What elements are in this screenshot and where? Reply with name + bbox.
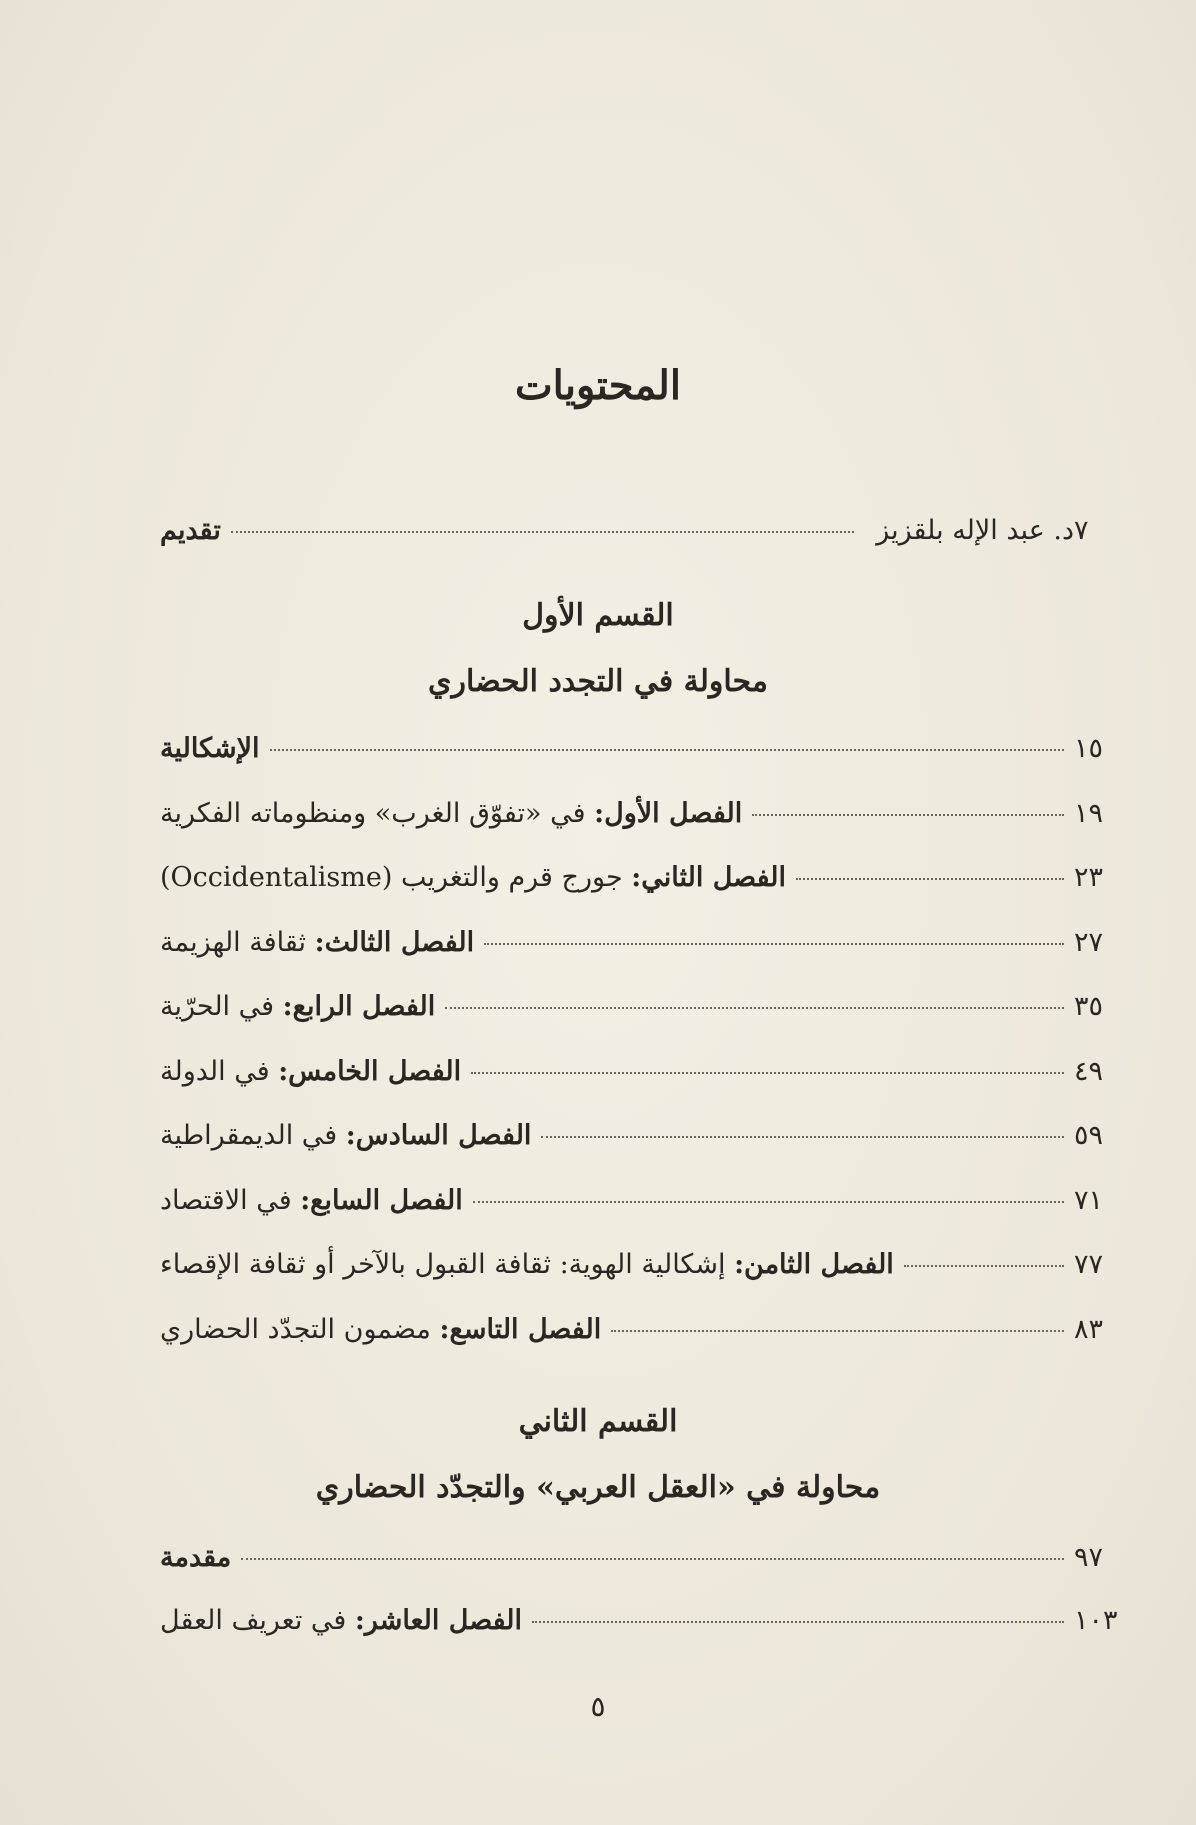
toc-entry [160, 1605, 1120, 1651]
toc-entry-title: في الاقتصاد [160, 1184, 301, 1216]
toc-entry-page: ٨٣ [1074, 1313, 1104, 1345]
toc-entry-label [160, 1542, 231, 1573]
dot-leader [445, 1007, 1064, 1009]
toc-entry [160, 1056, 1120, 1102]
toc-entry [160, 1120, 1120, 1166]
dot-leader [471, 1072, 1064, 1074]
dot-leader [484, 943, 1064, 945]
toc-entry-page: ١٥ [1074, 733, 1104, 764]
dot-leader [904, 1265, 1064, 1267]
toc-entry-label [160, 1249, 894, 1280]
toc-entry-title: في تعريف العقل [160, 1605, 355, 1636]
dot-leader [796, 878, 1064, 880]
toc-entry-label: تقديم [160, 515, 221, 546]
toc-entry [160, 798, 1120, 844]
part2-subtitle: محاولة في «العقل العربي» والتجدّد الحضاري [315, 1470, 881, 1505]
toc-entry-page: ١٩ [1074, 797, 1104, 829]
dot-leader [541, 1136, 1064, 1138]
toc-entry-title: في الديمقراطية [160, 1120, 346, 1151]
toc-entry-page: ٧ [1074, 515, 1089, 546]
dot-leader [752, 814, 1064, 816]
toc-entry [160, 733, 1120, 779]
toc-entry-label [160, 1185, 463, 1216]
dot-leader [231, 531, 854, 533]
toc-entry-page: ٧٧ [1074, 1249, 1104, 1280]
toc-entry-label [160, 733, 260, 764]
toc-entry-chapter: الفصل الثامن: [734, 1249, 894, 1280]
toc-entry-title: مضمون التجدّد الحضاري [160, 1313, 440, 1345]
toc-entry-title: في «تفوّق الغرب» ومنظوماته الفكرية [160, 797, 595, 829]
dot-leader [611, 1330, 1064, 1332]
toc-entry-chapter: الفصل السابع: [300, 1184, 463, 1216]
toc-entry-label [160, 1056, 461, 1087]
toc-entry-page: ١٠٣ [1074, 1605, 1118, 1636]
toc-entry-chapter: الفصل العاشر: [354, 1605, 523, 1636]
toc-entry-title: في الحرّية [160, 991, 283, 1022]
toc-entry-chapter: الفصل السادس: [345, 1120, 532, 1151]
toc-entry-label [160, 1314, 601, 1345]
toc-entry-intro [160, 515, 1120, 561]
dot-leader [532, 1621, 1064, 1623]
toc-entry-author: د. عبد الإله بلقزيز [876, 515, 1074, 546]
toc-entry [160, 991, 1120, 1037]
toc-entry-page: ٩٧ [1074, 1542, 1104, 1573]
toc-entry [160, 927, 1120, 973]
part1-heading: القسم الأول [522, 598, 674, 633]
toc-entry-chapter: الفصل الثاني: [631, 862, 786, 893]
dot-leader [473, 1201, 1064, 1203]
toc-entry [160, 1185, 1120, 1231]
toc-entry-page: ٥٩ [1074, 1120, 1104, 1151]
part1-subtitle: محاولة في التجدد الحضاري [428, 664, 768, 699]
page-title: المحتويات [515, 362, 681, 409]
toc-entry-chapter: الفصل الخامس: [278, 1055, 462, 1087]
toc-entry-chapter: الفصل الرابع: [282, 991, 436, 1022]
toc-entry-title: في الدولة [160, 1055, 279, 1087]
dot-leader [241, 1558, 1064, 1560]
toc-entry-page: ٤٩ [1074, 1055, 1104, 1087]
toc-entry-label [160, 862, 786, 893]
toc-entry-chapter: الإشكالية [160, 733, 260, 764]
part2-heading: القسم الثاني [518, 1404, 678, 1439]
toc-entry-label [160, 1605, 522, 1636]
toc-entry-page: ٢٧ [1074, 926, 1104, 958]
toc-entry-chapter: مقدمة [160, 1542, 232, 1573]
toc-entry-label [160, 1120, 531, 1151]
toc-entry-page: ٢٣ [1074, 862, 1104, 893]
toc-entry [160, 1542, 1120, 1588]
toc-entry-label [160, 927, 474, 958]
toc-entry [160, 1314, 1120, 1360]
page-number: ٥ [590, 1690, 606, 1723]
toc-entry-title: جورج قرم والتغريب (Occidentalisme) [160, 862, 632, 893]
toc-entry-title: ثقافة الهزيمة [160, 926, 315, 958]
toc-entry-chapter: الفصل الأول: [594, 797, 743, 829]
toc-entry-chapter: الفصل الثالث: [314, 926, 475, 958]
toc-entry-label [160, 798, 742, 829]
dot-leader [270, 749, 1064, 751]
toc-entry-page: ٧١ [1074, 1184, 1104, 1216]
toc-entry-label [160, 991, 435, 1022]
toc-entry-title: إشكالية الهوية: ثقافة القبول بالآخر أو ثقافة الإقصاء [160, 1249, 735, 1280]
toc-entry [160, 1249, 1120, 1295]
toc-entry [160, 862, 1120, 908]
toc-entry-chapter: الفصل التاسع: [439, 1313, 602, 1345]
toc-entry-page: ٣٥ [1074, 991, 1104, 1022]
